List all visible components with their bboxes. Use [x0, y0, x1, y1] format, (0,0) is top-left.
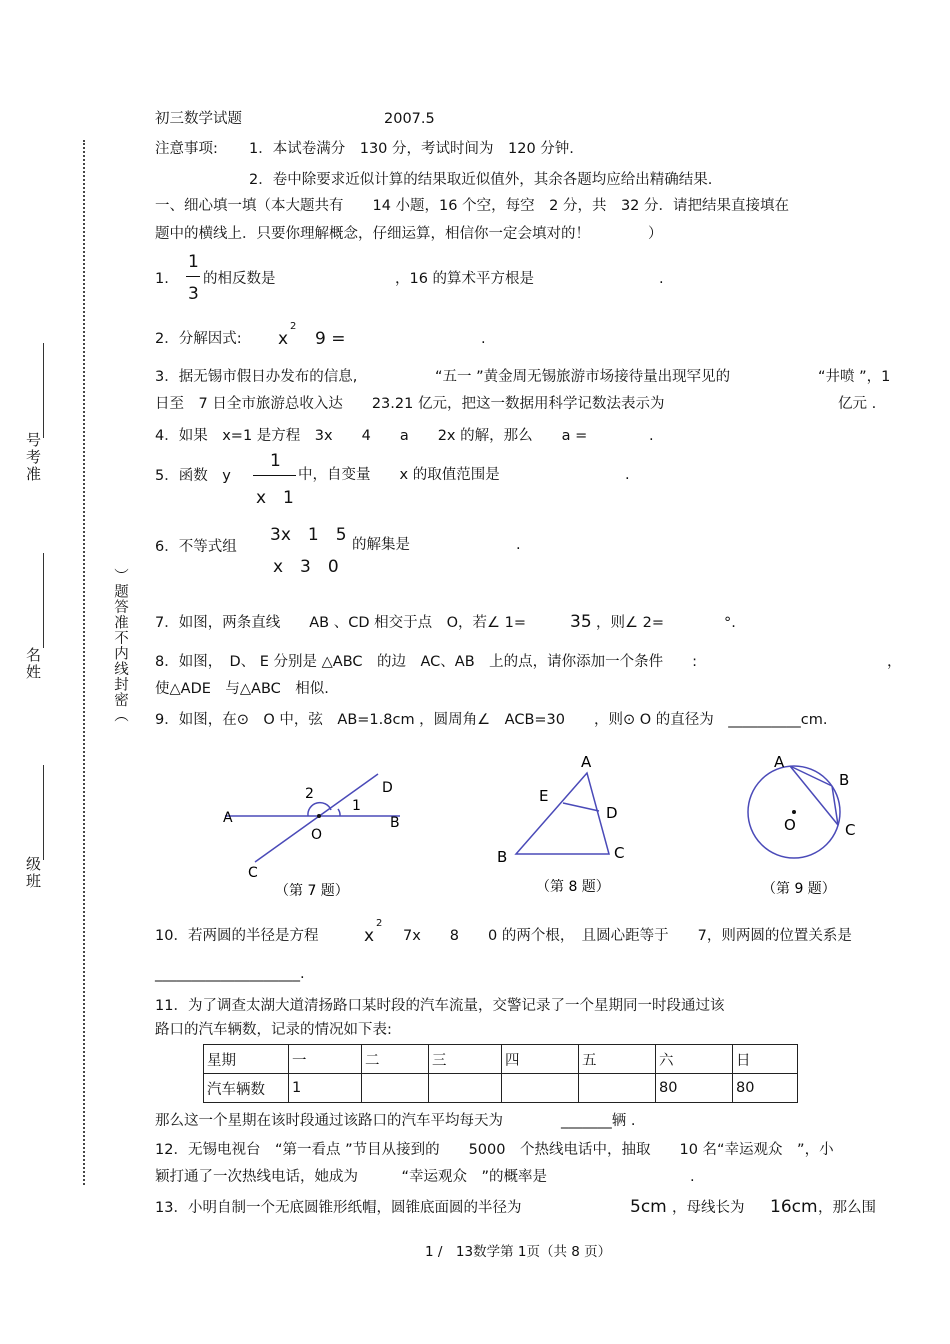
table-cell	[579, 1074, 656, 1103]
fig9-label-C: C	[845, 821, 856, 839]
q2-end: .	[481, 331, 486, 347]
class-label: 级班	[24, 856, 42, 890]
table-row	[204, 1074, 798, 1103]
exam-number-label: 号考准	[24, 432, 42, 483]
q12-line1: 12．无锡电视台 “第一看点 ”节目从接到的 5000 个热线电话中，抽取 10 名“幸运观众 ”，小	[155, 1142, 834, 1158]
q5-end: .	[625, 467, 630, 483]
q10-exp: 2	[376, 918, 383, 929]
q12-line2: 颖打通了一次热线电话，她成为 “幸运观众 ”的概率是	[155, 1169, 548, 1185]
section-1-heading: 一、细心填一填（本大题共有 14 小题，16 个空，每空 2 分，共 32 分．请把结果直接填在	[155, 198, 790, 214]
table-header-cell: 三	[429, 1045, 502, 1074]
notice-label: 注意事项:	[155, 141, 218, 157]
q12-line2-end: .	[690, 1169, 695, 1185]
q3-line1-c: “井喷 ”，1	[818, 369, 891, 385]
fig9-label-A: A	[774, 753, 785, 771]
q6-text-b: 的解集是	[352, 537, 410, 553]
q2-rest: 9 =	[315, 329, 346, 349]
figure-8	[490, 748, 650, 900]
q1-text-a: 的相反数是	[203, 271, 276, 287]
q9-text: 9．如图，在⊙ O 中，弦 AB=1.8cm ，圆周角∠ ACB=30 ，则⊙ O 的直径为 __________cm.	[155, 712, 828, 728]
q13-slant: 16cm	[770, 1197, 818, 1217]
table-cell	[429, 1074, 502, 1103]
page-footer: 1 / 13数学第 1页（共 8 页）	[425, 1244, 612, 1260]
q10-text-a: 10．若两圆的半径是方程	[155, 928, 319, 944]
q2-x: x	[278, 329, 289, 349]
q3-line1-b: “五一 ”黄金周无锡旅游市场接待量出现罕见的	[435, 369, 731, 385]
table-header-cell: 四	[502, 1045, 579, 1074]
fig8-label-A: A	[581, 753, 592, 771]
fig8-caption: （第 8 题）	[536, 879, 610, 895]
section-1-heading-2: 题中的横线上．只要你理解概念，仔细运算，相信你一定会填对的！ ）	[155, 226, 663, 242]
fig8-label-C: C	[614, 844, 625, 862]
q1-text-b: ，16 的算术平方根是	[395, 271, 535, 287]
q7-end: °.	[724, 615, 736, 631]
q10-text-b: 7x 8 0 的两个根， 且圆心距等于 7，则两圆的位置关系是	[403, 928, 852, 944]
fig7-label-C: C	[248, 865, 258, 881]
fig7-label-D: D	[382, 780, 393, 796]
table-cell	[362, 1074, 429, 1103]
q3-line1-a: 3．据无锡市假日办发布的信息,	[155, 369, 358, 385]
q1-end: .	[659, 271, 664, 287]
q13-text-b: ，母线长为	[672, 1200, 745, 1216]
q13-text-a: 13．小明自制一个无底圆锥形纸帽，圆锥底面圆的半径为	[155, 1200, 522, 1216]
q11-line1: 11．为了调查太湖大道清扬路口某时段的汽车流量，交警记录了一个星期同一时段通过该	[155, 998, 725, 1014]
q1-frac-num: 1	[188, 252, 199, 272]
q13-radius: 5cm	[630, 1197, 667, 1217]
fig9-caption: （第 9 题）	[762, 881, 836, 897]
q5-frac-den: x 1	[256, 488, 294, 508]
fig9-label-B: B	[839, 771, 850, 789]
q5-text-a: 5．函数 y	[155, 468, 231, 484]
table-header-cell: 日	[733, 1045, 798, 1074]
table-header-cell: 五	[579, 1045, 656, 1074]
q7-angle: 35	[570, 612, 592, 632]
exam-title: 初三数学试题	[155, 111, 242, 127]
table-cell: 汽车辆数	[204, 1074, 289, 1103]
q3-line2-b: 亿元 .	[838, 396, 877, 412]
q6-row1: 3x 1 5	[270, 525, 347, 545]
table-header-cell: 六	[656, 1045, 733, 1074]
class-line	[43, 765, 44, 860]
q1-number: 1.	[155, 271, 169, 287]
q4-text: 4．如果 x=1 是方程 3x 4 a 2x 的解，那么 a =	[155, 428, 588, 444]
fig8-label-B: B	[497, 848, 508, 866]
fig8-label-D: D	[606, 804, 618, 822]
fig7-label-A: A	[223, 810, 233, 826]
notice-item-2: 2．卷中除要求近似计算的结果取近似值外，其余各题均应给出精确结果.	[249, 172, 713, 188]
car-count-table	[203, 1044, 798, 1103]
fig7-label-B: B	[390, 815, 400, 831]
q1-frac-den: 3	[188, 284, 199, 304]
q4-end: .	[649, 428, 654, 444]
table-cell: 80	[656, 1074, 733, 1103]
q6-text: 6．不等式组	[155, 539, 237, 555]
q2-text: 2．分解因式:	[155, 331, 242, 347]
q7-text-b: ，则∠ 2=	[596, 615, 664, 631]
fig7-label-1: 1	[352, 798, 361, 814]
table-cell: 80	[733, 1074, 798, 1103]
q6-row2: x 3 0	[273, 557, 339, 577]
figure-7	[215, 762, 425, 902]
q5-frac-bar	[253, 475, 296, 476]
table-header-row	[204, 1045, 798, 1074]
q10-x: x	[364, 926, 375, 946]
q11-line2: 路口的汽车辆数，记录的情况如下表:	[155, 1022, 392, 1038]
q8-line2: 使△ADE 与△ABC 相似.	[155, 681, 329, 697]
notice-item-1: 1．本试卷满分 130 分，考试时间为 120 分钟.	[249, 141, 574, 157]
q1-frac-bar	[186, 276, 200, 277]
exam-number-line	[43, 343, 44, 438]
table-cell: 1	[289, 1074, 362, 1103]
table-header-cell: 星期	[204, 1045, 289, 1074]
fig8-label-E: E	[539, 787, 549, 805]
name-line	[43, 553, 44, 648]
q13-text-c: ，那么围	[818, 1200, 876, 1216]
q8-line1-end: ，	[887, 654, 902, 670]
q7-text-a: 7．如图，两条直线 AB 、CD 相交于点 O，若∠ 1=	[155, 615, 526, 631]
table-header-cell: 二	[362, 1045, 429, 1074]
name-label: 名姓	[24, 647, 42, 681]
q3-line2-a: 日至 7 日全市旅游总收入达 23.21 亿元，把这一数据用科学记数法表示为	[155, 396, 665, 412]
q5-frac-num: 1	[270, 451, 281, 471]
fig7-label-2: 2	[305, 786, 314, 802]
seal-notice: ）题答准不内线封密（	[112, 568, 128, 723]
q10-blank: ____________________.	[155, 966, 305, 982]
q2-exp: 2	[290, 321, 297, 332]
exam-date: 2007.5	[384, 111, 435, 127]
table-header-cell: 一	[289, 1045, 362, 1074]
figure-9	[738, 750, 878, 902]
q5-text-b: 中，自变量 x 的取值范围是	[298, 467, 500, 483]
fig7-caption: （第 7 题）	[275, 883, 349, 899]
seal-dotted-line	[83, 140, 85, 1185]
fig9-label-O: O	[784, 816, 796, 834]
q6-end: .	[516, 537, 521, 553]
q11-line3: 那么这一个星期在该时段通过该路口的汽车平均每天为 _______辆 .	[155, 1113, 636, 1129]
q8-line1: 8．如图， D、 E 分别是 △ABC 的边 AC、AB 上的点，请你添加一个条件 :	[155, 654, 698, 670]
table-cell	[502, 1074, 579, 1103]
fig7-label-O: O	[311, 827, 323, 843]
